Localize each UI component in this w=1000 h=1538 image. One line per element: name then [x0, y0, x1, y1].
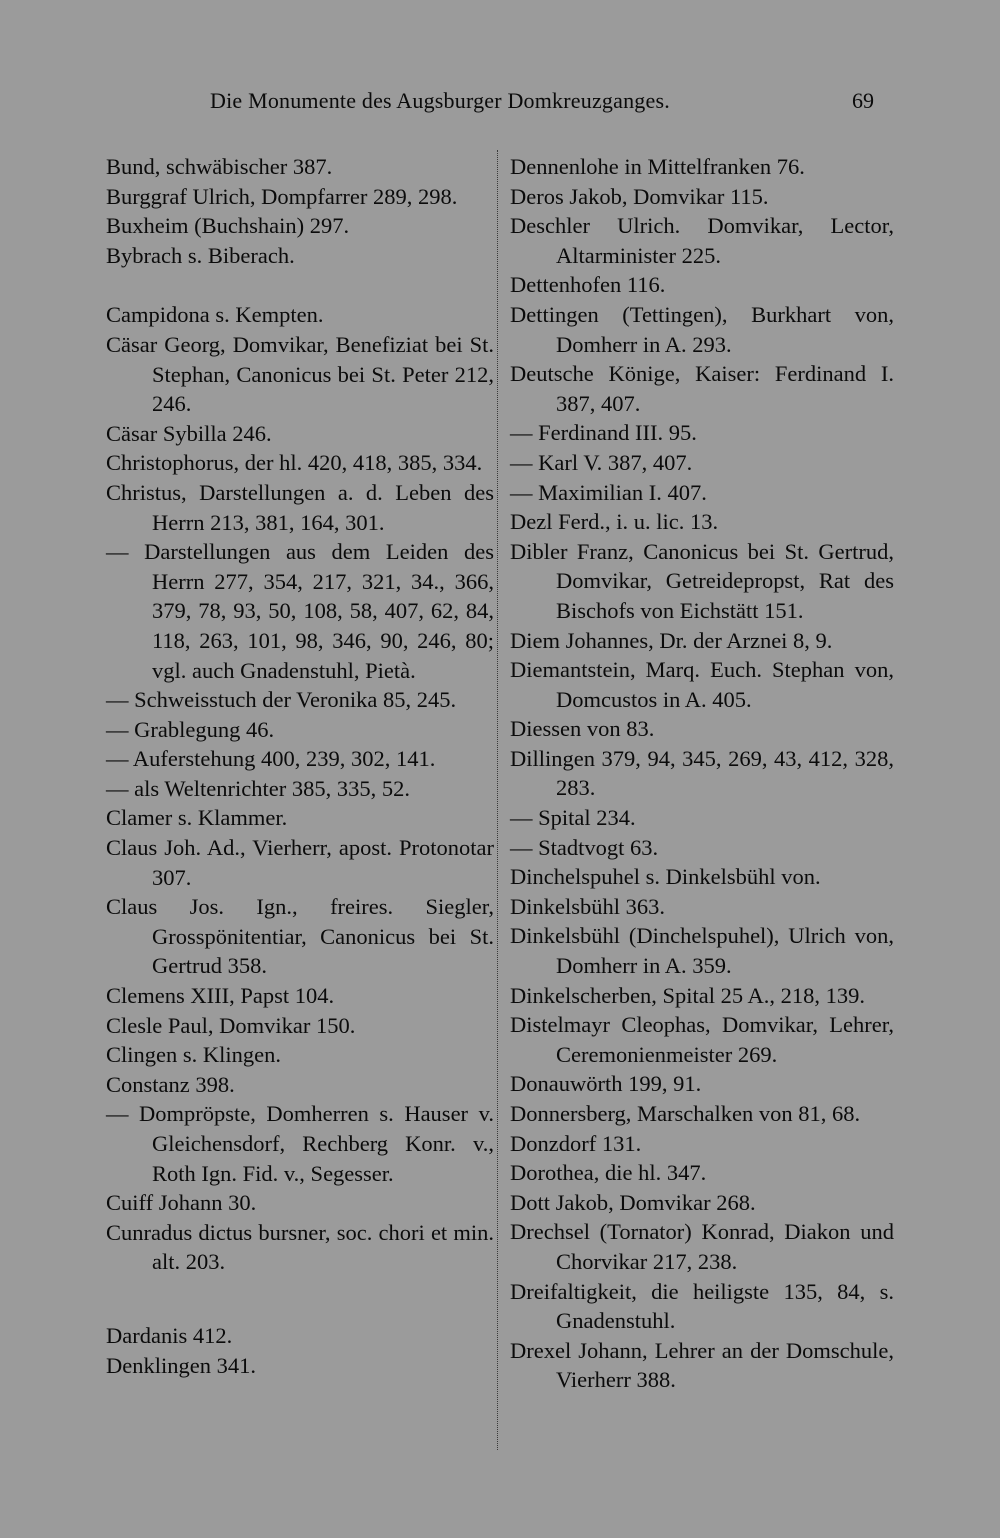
index-entry: — Ferdinand III. 95. [510, 420, 697, 446]
index-entry: — Schweisstuch der Veronika 85, 245. [106, 687, 457, 713]
index-entry: Cäsar Sybilla 246. [106, 420, 272, 446]
index-entry: Dettingen (Tettingen), Burkhart von, Domherr in A. 293. [510, 301, 894, 357]
index-entry: Clingen s. Klingen. [106, 1042, 281, 1068]
index-entry: Dorothea, die hl. 347. [510, 1160, 707, 1186]
index-entry: — Stadtvogt 63. [510, 834, 659, 860]
index-entry: — Grablegung 46. [106, 716, 275, 742]
index-entry: — Auferstehung 400, 239, 302, 141. [106, 746, 436, 772]
index-entry: Donnersberg, Marschalken von 81, 68. [510, 1101, 861, 1126]
index-entry: Campidona s. Kempten. [106, 302, 324, 328]
index-entry: Diemantstein, Marq. Euch. Stephan von, Domcustos in A. 405. [510, 657, 894, 712]
index-entry: — Dompröpste, Domherren s. Hauser v. Gleichensdorf, Rechberg Konr. v., Roth Ign. Fid. v., Segesser. [106, 1101, 494, 1186]
index-entry: Claus Joh. Ad., Vierherr, apost. Protonotar 307. [106, 835, 494, 890]
index-entry: Dillingen 379, 94, 345, 269, 43, 412, 328, 283. [510, 745, 894, 801]
index-entry: Cunradus dictus bursner, soc. chori et min. alt. 203. [106, 1219, 494, 1275]
index-entry: Dettenhofen 116. [510, 272, 666, 298]
index-entry: Deschler Ulrich. Domvikar, Lector, Altarminister 225. [510, 213, 894, 268]
index-entry: Constanz 398. [106, 1071, 235, 1097]
index-entry: — Karl V. 387, 407. [510, 449, 693, 475]
index-entry: — Darstellungen aus dem Leiden des Herrn 277, 354, 217, 321, 34., 366, 379, 78, 93, 50, 108, 58, 407, 62, 84, 118, 263, 101, 98, 346, 90, 246, 80; vgl. auch Gnadenstuhl, Pietà. [106, 539, 494, 683]
column-divider [497, 150, 498, 1450]
index-entry: Dardanis 412. [106, 1322, 233, 1348]
running-title: Die Monumente des Augsburger Domkreuzganges. [210, 88, 670, 113]
index-entry: Dinkelscherben, Spital 25 A., 218, 139. [510, 982, 865, 1008]
index-entry: Cäsar Georg, Domvikar, Benefiziat bei St. Stephan, Canonicus bei St. Peter 212, 246. [106, 331, 494, 417]
index-entry: Dinkelsbühl 363. [510, 893, 665, 919]
index-column-left [106, 152, 494, 1380]
index-entry: — als Weltenrichter 385, 335, 52. [106, 775, 410, 801]
index-entry: Dibler Franz, Canonicus bei St. Gertrud, Domvikar, Getreidepropst, Rat des Bischofs von Eichstätt 151. [510, 538, 894, 623]
index-entry: Drexel Johann, Lehrer an der Domschule, Vierherr 388. [510, 1337, 894, 1393]
index-entry: Bybrach s. Biberach. [106, 242, 295, 268]
index-entry: Dennenlohe in Mittelfranken 76. [510, 154, 805, 179]
index-entry: Deutsche Könige, Kaiser: Ferdinand I. 387, 407. [510, 361, 894, 416]
index-entry: Clamer s. Klammer. [106, 805, 288, 831]
index-entry: Cuiff Johann 30. [106, 1190, 257, 1216]
index-entry: Buxheim (Buchshain) 297. [106, 213, 350, 239]
index-entry: Diem Johannes, Dr. der Arznei 8, 9. [510, 627, 833, 653]
index-entry: Distelmayr Cleophas, Domvikar, Lehrer, Ceremonienmeister 269. [510, 1012, 894, 1067]
index-entry: Clesle Paul, Domvikar 150. [106, 1012, 356, 1038]
index-entry: Bund, schwäbischer 387. [106, 154, 333, 179]
index-entry: Dott Jakob, Domvikar 268. [510, 1189, 756, 1215]
index-entry: Dinkelsbühl (Dinchelspuhel), Ulrich von, Domherr in A. 359. [510, 923, 894, 979]
index-entry: Claus Jos. Ign., freires. Siegler, Grosspönitentiar, Canonicus bei St. Gertrud 358. [106, 894, 494, 979]
index-entry: Dreifaltigkeit, die heiligste 135, 84, s. Gnadenstuhl. [510, 1278, 894, 1334]
index-entry: Drechsel (Tornator) Konrad, Diakon und Chorvikar 217, 238. [510, 1219, 894, 1274]
index-entry: — Maximilian I. 407. [510, 479, 707, 505]
index-entry: Deros Jakob, Domvikar 115. [510, 183, 769, 209]
index-entry: Clemens XIII, Papst 104. [106, 983, 335, 1009]
index-entry: Donzdorf 131. [510, 1130, 642, 1156]
page-header [210, 84, 900, 118]
index-entry: Diessen von 83. [510, 716, 655, 742]
index-entry: Burggraf Ulrich, Dompfarrer 289, 298. [106, 183, 458, 209]
index-entry: Christophorus, der hl. 420, 418, 385, 334. [106, 450, 483, 476]
index-entry: Denklingen 341. [106, 1352, 256, 1378]
index-entry: Dezl Ferd., i. u. lic. 13. [510, 509, 719, 535]
index-entry: Christus, Darstellungen a. d. Leben des Herrn 213, 381, 164, 301. [106, 479, 494, 535]
page-number: 69 [852, 88, 874, 113]
index-entry: — Spital 234. [510, 805, 636, 831]
index-column-right [510, 152, 894, 1395]
index-entry: Donauwörth 199, 91. [510, 1071, 702, 1097]
index-entry: Dinchelspuhel s. Dinkelsbühl von. [510, 864, 821, 890]
